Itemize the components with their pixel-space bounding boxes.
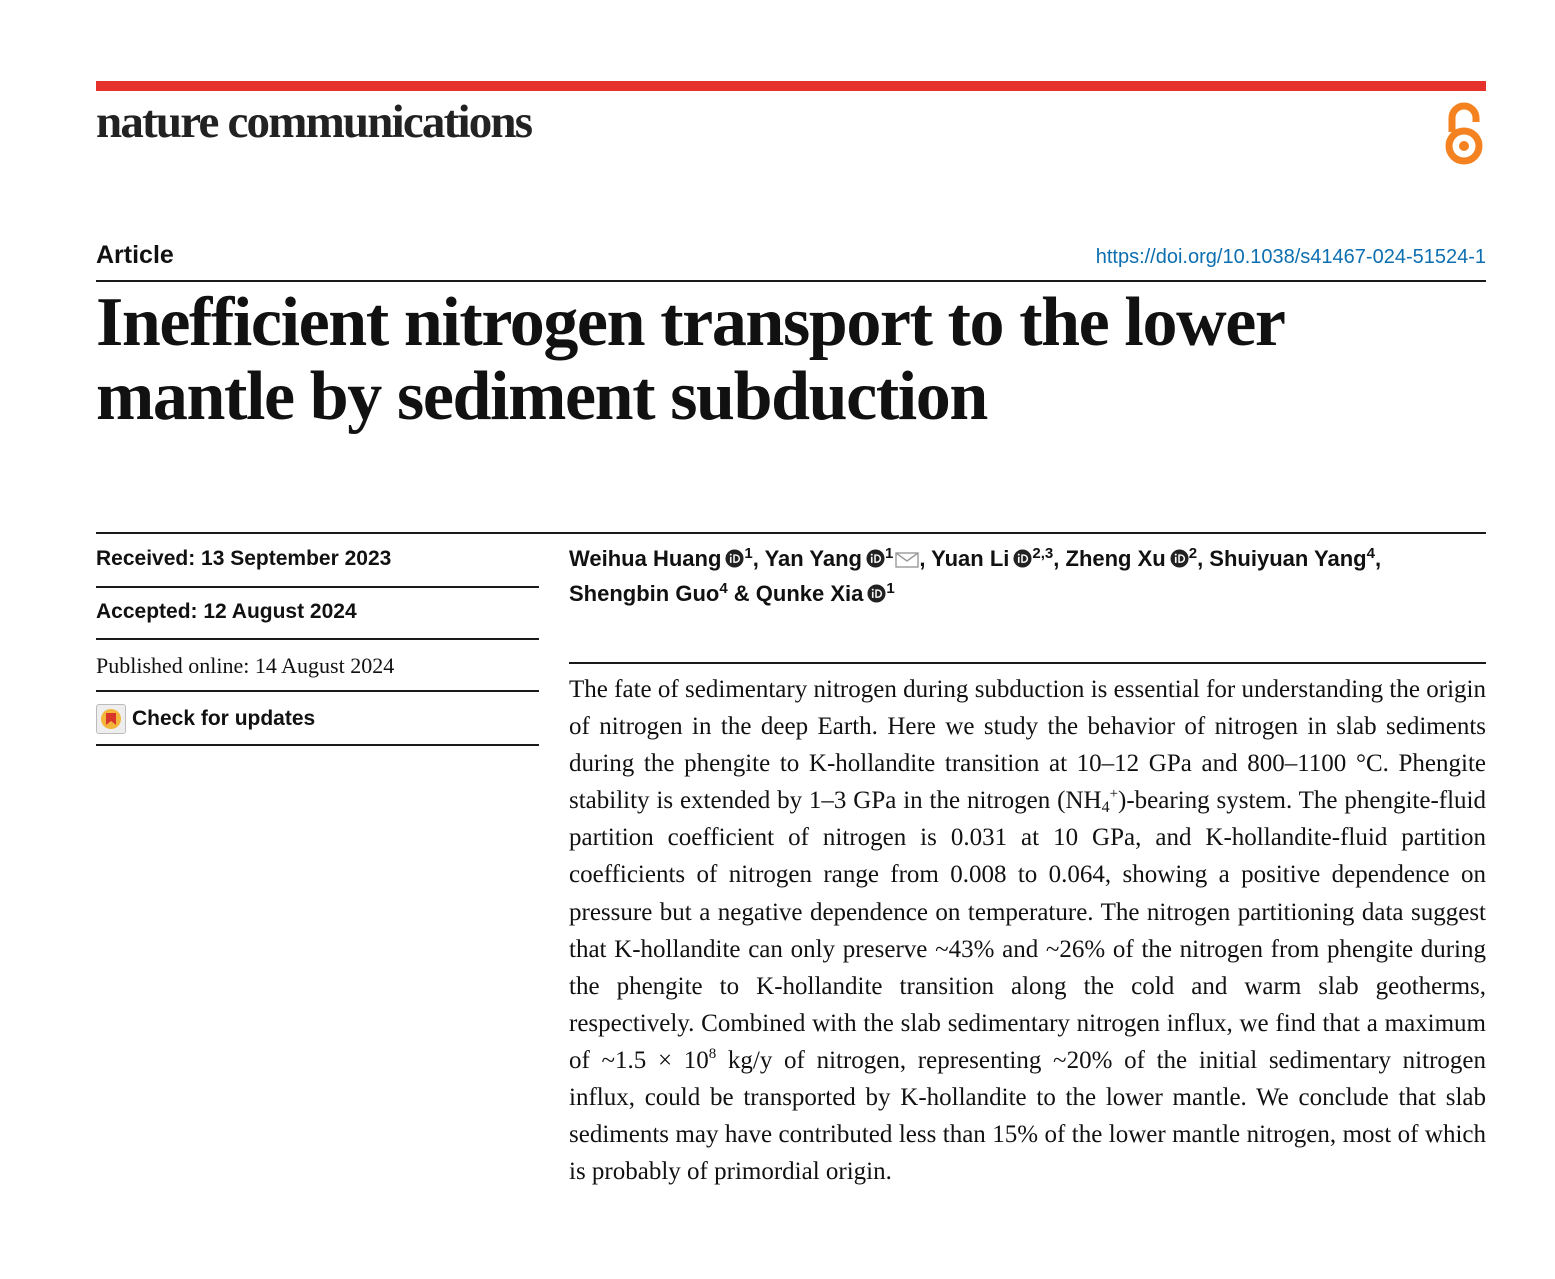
divider (96, 638, 539, 640)
author-list (569, 541, 1499, 611)
author-name[interactable]: Shengbin Guo (569, 581, 720, 606)
author-separator: , (1053, 546, 1066, 571)
author-affiliation: 1 (884, 545, 894, 562)
author-affiliation: 1 (744, 545, 753, 562)
author-separator: , (919, 546, 932, 571)
author-name[interactable]: Zheng Xu (1065, 546, 1166, 571)
author-entry (569, 581, 728, 606)
nh4-superscript: + (1109, 786, 1119, 803)
orcid-icon[interactable] (867, 578, 886, 597)
check-for-updates-button[interactable] (96, 704, 315, 734)
author-entry (931, 546, 1053, 571)
author-affiliation: 4 (719, 580, 728, 597)
author-name[interactable]: Weihua Huang (569, 546, 722, 571)
orcid-icon[interactable] (866, 543, 885, 562)
author-separator: , (752, 546, 765, 571)
author-separator: , (1374, 546, 1382, 571)
abstract-text-part-2: )-bearing system. The phengite-fluid partition coefficient of nitrogen is 0.031 at 10 GPa, and K-hollandite-fluid partition coefficients of nitrogen range from 0.008 to 0.064, showing a positive dependence on pressure but a negative dependence on temperature. The nitrogen partitioning data suggest that K-hollandite can only preserve ~43% and ~26% of the nitrogen from phengite during the phengite to K-hollandite transition along the cold and warm slab geotherms, respectively. Combined with the slab sedimentary nitrogen influx, we find that a maximum of ~1.5 × 10 (569, 787, 1486, 1074)
author-name[interactable]: Shuiyuan Yang (1209, 546, 1367, 571)
exponent: 8 (708, 1045, 717, 1062)
divider (96, 532, 1486, 534)
open-access-icon (1440, 100, 1488, 166)
author-separator: , (1197, 546, 1210, 571)
author-name[interactable]: Yan Yang (764, 546, 862, 571)
nh4-subscript: 4 (1101, 799, 1110, 817)
divider (96, 690, 539, 692)
author-name[interactable]: Qunke Xia (755, 581, 864, 606)
divider (96, 586, 539, 588)
article-title (96, 286, 1496, 434)
accepted-date: Accepted: 12 August 2024 (96, 600, 357, 623)
author-affiliation: 2,3 (1032, 545, 1054, 562)
received-date: Received: 13 September 2023 (96, 547, 392, 570)
divider (96, 280, 1486, 282)
doi-link[interactable]: https://doi.org/10.1038/s41467-024-51524-1 (1095, 246, 1486, 268)
title-line-1: Inefficient nitrogen transport to the lower (96, 284, 1285, 361)
published-date: Published online: 14 August 2024 (96, 653, 395, 678)
author-entry (569, 546, 753, 571)
article-type: Article (96, 241, 174, 269)
header-accent-bar (96, 81, 1486, 91)
author-affiliation: 2 (1188, 545, 1198, 562)
orcid-icon[interactable] (725, 543, 744, 562)
title-line-2: mantle by sediment subduction (96, 358, 987, 435)
author-entry (1066, 546, 1198, 571)
author-entry (765, 546, 920, 571)
abstract (569, 671, 1486, 1190)
author-entry (756, 581, 895, 606)
abstract-text-part-1: The fate of sedimentary nitrogen during subduction is essential for understanding the origin of nitrogen in the deep Earth. Here we study the behavior of nitrogen in slab sediments during the phengite to K-hollandite transition at 10–12 GPa and 800–1100 °C. Phengite stability is extended by 1–3 GPa in the nitrogen (NH (569, 676, 1486, 815)
email-icon[interactable] (895, 544, 919, 562)
divider (96, 744, 539, 746)
orcid-icon[interactable] (1013, 543, 1032, 562)
author-affiliation: 4 (1366, 545, 1375, 562)
author-separator: & (727, 581, 756, 606)
abstract-text-part-3: kg/y of nitrogen, representing ~20% of the initial sedimentary nitrogen influx, could be transported by K-hollandite to the lower mantle. We conclude that slab sediments may have contributed less than 15% of the lower mantle nitrogen, most of which is probably of primordial origin. (569, 1046, 1486, 1186)
check-for-updates-icon (96, 704, 126, 734)
orcid-icon[interactable] (1170, 543, 1189, 562)
author-affiliation: 1 (886, 580, 895, 597)
journal-name[interactable]: nature communications (96, 96, 532, 148)
author-entry (1209, 546, 1375, 571)
author-name[interactable]: Yuan Li (931, 546, 1010, 571)
check-for-updates-label: Check for updates (132, 707, 316, 730)
divider (569, 662, 1486, 664)
